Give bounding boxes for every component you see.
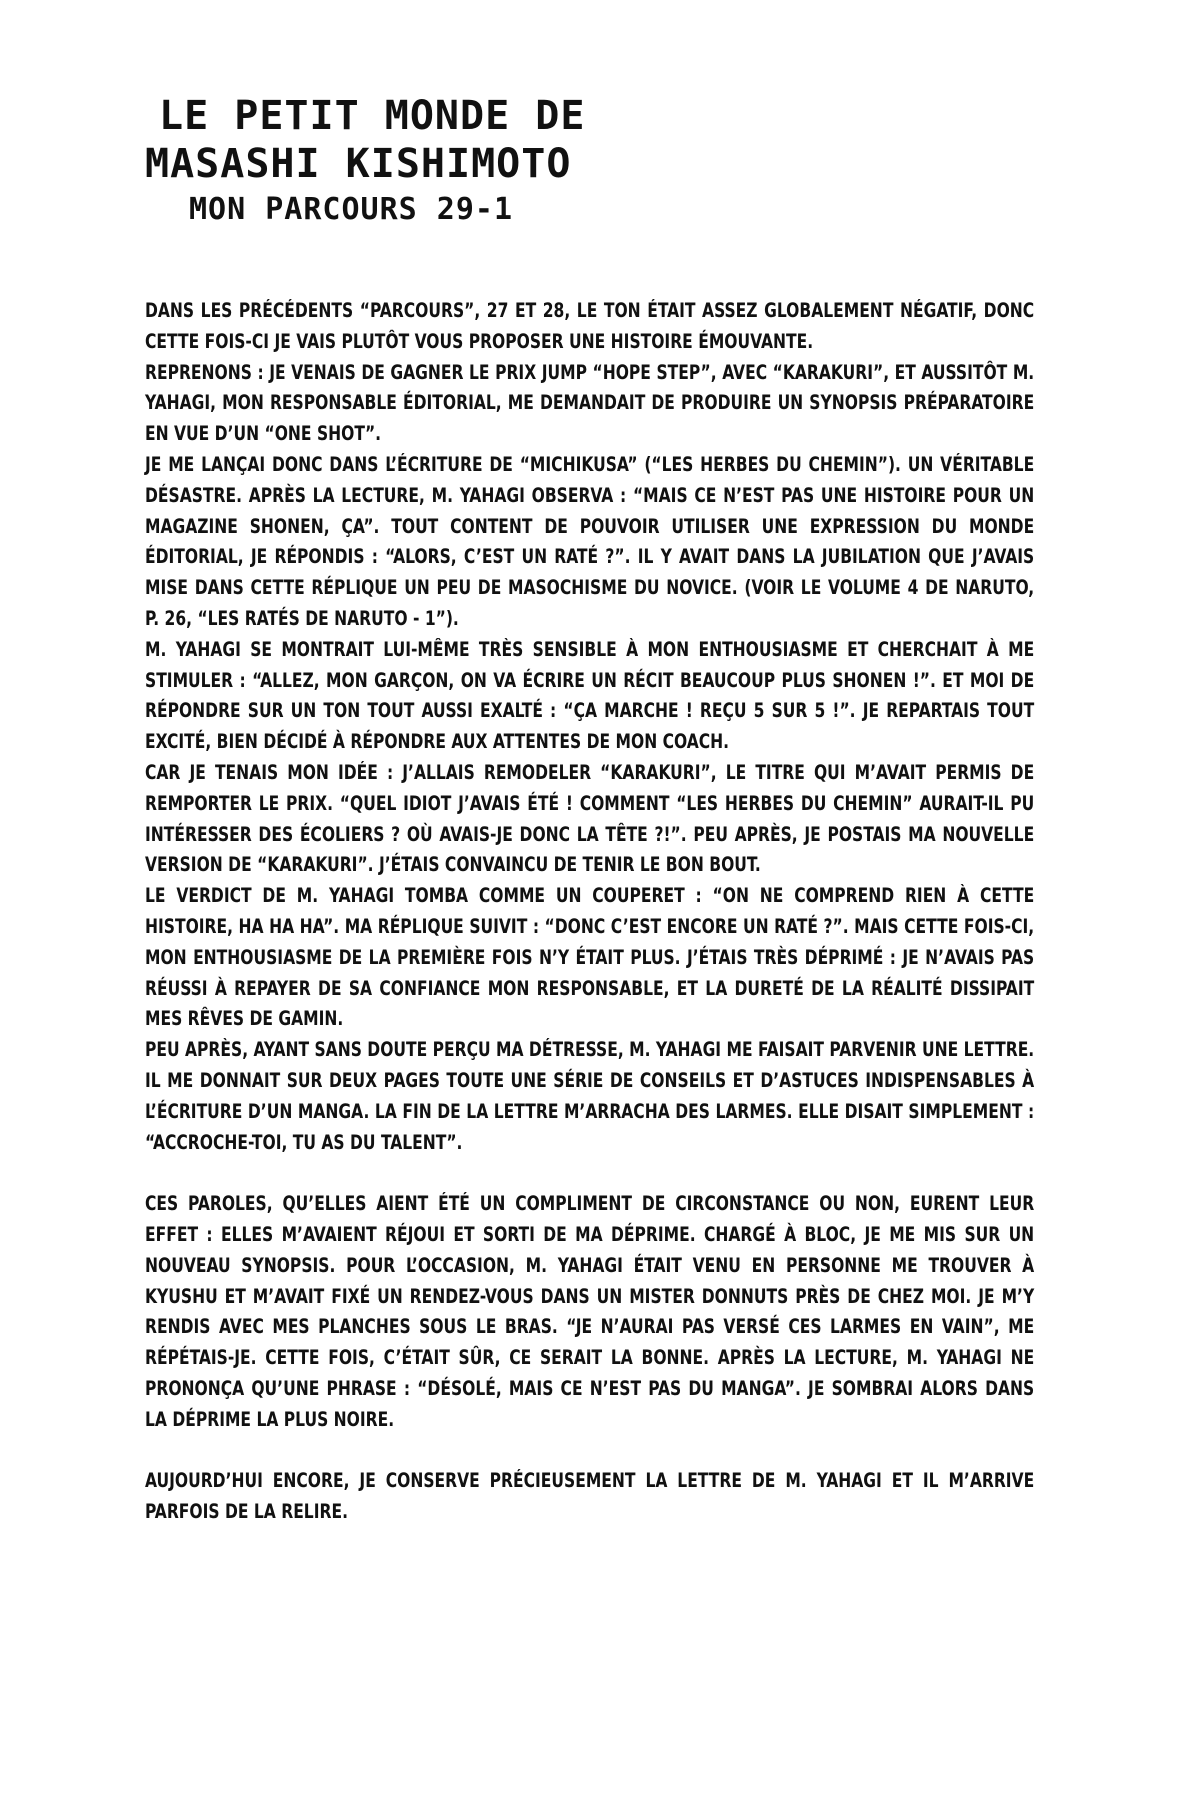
paragraph: CES PAROLES, QU’ELLES AIENT ÉTÉ UN COMPLIMENT DE CIRCONSTANCE OU NON, EURENT LEUR EFFET : ELLES M’AVAIENT RÉJOUI ET SORTI DE MA DÉPRIME. CHARGÉ À BLOC, JE ME MIS SUR UN NOUVEAU SYNOPSIS. POUR L’OCCASION, M. YAHAGI ÉTAIT VENU EN PERSONNE ME TROUVER À KYUSHU ET M’AVAIT FIXÉ UN RENDEZ-VOUS DANS UN MISTER DONNUTS PRÈS DE CHEZ MOI. JE M’Y RENDIS AVEC MES PLANCHES SOUS LE BRAS. “JE N’AURAI PAS VERSÉ CES LARMES EN VAIN”, ME RÉPÉTAIS-JE. CETTE FOIS, C’ÉTAIT SÛR, CE SERAIT LA BONNE. APRÈS LA LECTURE, M. YAHAGI NE PRONONÇA QU’UNE PHRASE : “DÉSOLÉ, MAIS CE N’EST PAS DU MANGA”. JE SOMBRAI ALORS DANS LA DÉPRIME LA PLUS NOIRE. [145, 1192, 1035, 1431]
page-header [145, 92, 585, 230]
subtitle: MON PARCOURS 29-1 [189, 192, 514, 227]
title-line-2: MASASHI KISHIMOTO [145, 141, 572, 187]
paragraph: AUJOURD’HUI ENCORE, JE CONSERVE PRÉCIEUSEMENT LA LETTRE DE M. YAHAGI ET IL M’ARRIVE PARFOIS DE LA RELIRE. [145, 1469, 1035, 1524]
paragraph: LE VERDICT DE M. YAHAGI TOMBA COMME UN COUPERET : “ON NE COMPREND RIEN À CETTE HISTOIRE, HA HA HA”. MA RÉPLIQUE SUIVIT : “DONC C’EST ENCORE UN RATÉ ?”. MAIS CETTE FOIS-CI, MON ENTHOUSIASME DE LA PREMIÈRE FOIS N’Y ÉTAIT PLUS. J’ÉTAIS TRÈS DÉPRIMÉ : JE N’AVAIS PAS RÉUSSI À REPAYER DE SA CONFIANCE MON RESPONSABLE, ET LA DURETÉ DE LA RÉALITÉ DISSIPAIT MES RÊVES DE GAMIN. [145, 884, 1035, 1031]
paragraph: CAR JE TENAIS MON IDÉE : J’ALLAIS REMODELER “KARAKURI”, LE TITRE QUI M’AVAIT PERMIS DE REMPORTER LE PRIX. “QUEL IDIOT J’AVAIS ÉTÉ ! COMMENT “LES HERBES DU CHEMIN” AURAIT-IL PU INTÉRESSER DES ÉCOLIERS ? OÙ AVAIS-JE DONC LA TÊTE ?!”. PEU APRÈS, JE POSTAIS MA NOUVELLE VERSION DE “KARAKURI”. J’ÉTAIS CONVAINCU DE TENIR LE BON BOUT. [145, 760, 1035, 877]
paragraph: DANS LES PRÉCÉDENTS “PARCOURS”, 27 ET 28, LE TON ÉTAIT ASSEZ GLOBALEMENT NÉGATIF, DONC CETTE FOIS-CI JE VAIS PLUTÔT VOUS PROPOSER UNE HISTOIRE ÉMOUVANTE. [145, 299, 1035, 353]
paragraph-gap [145, 1435, 1035, 1466]
paragraph: JE ME LANÇAI DONC DANS L’ÉCRITURE DE “MICHIKUSA” (“LES HERBES DU CHEMIN”). UN VÉRITABLE DÉSASTRE. APRÈS LA LECTURE, M. YAHAGI OBSERVA : “MAIS CE N’EST PAS UNE HISTOIRE POUR UN MAGAZINE SHONEN, ÇA”. TOUT CONTENT DE POUVOIR UTILISER UNE EXPRESSION DU MONDE ÉDITORIAL, JE RÉPONDIS : “ALORS, C’EST UN RATÉ ?”. IL Y AVAIT DANS LA JUBILATION QUE J’AVAIS MISE DANS CETTE RÉPLIQUE UN PEU DE MASOCHISME DU NOVICE. (VOIR LE VOLUME 4 DE NARUTO, P. 26, “LES RATÉS DE NARUTO - 1”). [145, 452, 1035, 630]
paragraph: M. YAHAGI SE MONTRAIT LUI-MÊME TRÈS SENSIBLE À MON ENTHOUSIASME ET CHERCHAIT À ME STIMULER : “ALLEZ, MON GARÇON, ON VA ÉCRIRE UN RÉCIT BEAUCOUP PLUS SHONEN !”. ET MOI DE RÉPONDRE SUR UN TON TOUT AUSSI EXALTÉ : “ÇA MARCHE ! REÇU 5 SUR 5 !”. JE REPARTAIS TOUT EXCITÉ, BIEN DÉCIDÉ À RÉPONDRE AUX ATTENTES DE MON COACH. [145, 637, 1035, 754]
paragraph: PEU APRÈS, AYANT SANS DOUTE PERÇU MA DÉTRESSE, M. YAHAGI ME FAISAIT PARVENIR UNE LETTRE. IL ME DONNAIT SUR DEUX PAGES TOUTE UNE SÉRIE DE CONSEILS ET D’ASTUCES INDISPENSABLES À L’ÉCRITURE D’UN MANGA. LA FIN DE LA LETTRE M’ARRACHA DES LARMES. ELLE DISAIT SIMPLEMENT : “ACCROCHE-TOI, TU AS DU TALENT”. [145, 1038, 1035, 1154]
paragraph-gap [145, 1158, 1035, 1189]
title-line-1: LE PETIT MONDE DE [159, 93, 586, 139]
paragraph: REPRENONS : JE VENAIS DE GAGNER LE PRIX JUMP “HOPE STEP”, AVEC “KARAKURI”, ET AUSSITÔT M. YAHAGI, MON RESPONSABLE ÉDITORIAL, ME DEMANDAIT DE PRODUIRE UN SYNOPSIS PRÉPARATOIRE EN VUE D’UN “ONE SHOT”. [145, 360, 1035, 446]
article-body [145, 296, 1035, 1528]
